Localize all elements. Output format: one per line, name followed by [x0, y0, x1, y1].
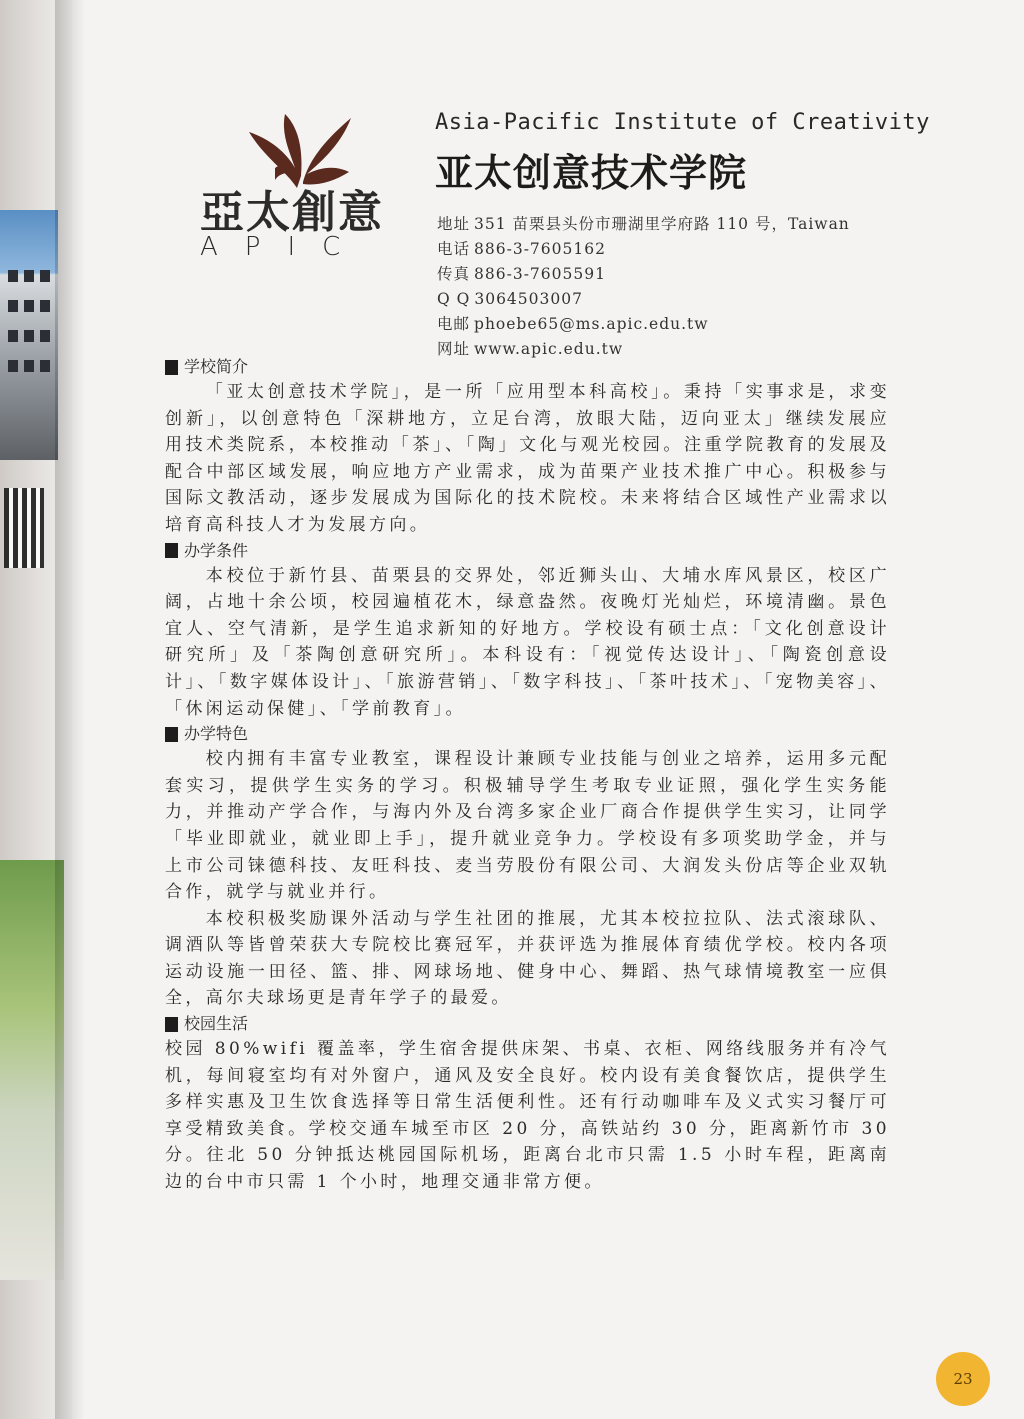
contact-label: 地址 — [437, 215, 471, 233]
section-paragraph: 校内拥有丰富专业教室，课程设计兼顾专业技能与创业之培养，运用多元配套实习，提供学生实务的学习。积极辅导学生考取专业证照，强化学生实务能力，并推动产学合作，与海内外及台湾多家企业厂商合作提供学生实习，让同学「毕业即就业，就业即上手」，提升就业竞争力。学校设有多项奖助学金，并与上市公司铼德科技、友旺科技、麦当劳股份有限公司、大润发头份店等企业双轨合作，就学与就业并行。 — [165, 749, 890, 903]
institute-name-english: Asia-Pacific Institute of Creativity — [435, 110, 930, 135]
qr-code-fragment — [4, 488, 44, 568]
section-heading — [165, 355, 890, 379]
logo-english-text: APIC — [200, 232, 368, 262]
contact-phone — [437, 237, 850, 262]
section-heading — [165, 722, 890, 746]
section-title: 办学特色 — [184, 724, 249, 744]
building-photo-fragment — [0, 210, 58, 460]
section-paragraph: 「亚太创意技术学院」，是一所「应用型本科高校」。秉持「实事求是，求变创新」，以创意特色「深耕地方，立足台湾，放眼大陆，迈向亚太」继续发展应用技术类院系，本校推动「茶」、「陶」文化与观光校园。注重学院教育的发展及配合中部区域发展，响应地方产业需求，成为苗栗产业技术推广中心。积极参与国际文教活动，逐步发展成为国际化的技术院校。未来将结合区域性产业需求以培育高科技人才为发展方向。 — [165, 382, 890, 535]
logo-chinese-text: 亞太創意 — [200, 187, 384, 238]
butterfly-logo-icon — [245, 110, 355, 190]
contact-value: 886-3-7605162 — [474, 240, 606, 258]
section-paragraph: 本校积极奖励课外活动与学生社团的推展，尤其本校拉拉队、法式滚球队、调酒队等皆曾荣获大专院校比赛冠军，并获评选为推展体育绩优学校。校内各项运动设施一田径、篮、排、网球场地、健身中心、舞蹈、热气球情境教室一应俱全，高尔夫球场更是青年学子的最爱。 — [165, 908, 890, 1009]
section-title: 校园生活 — [184, 1014, 249, 1034]
section-paragraph: 校园 80%wifi 覆盖率，学生宿舍提供床架、书桌、衣柜、网络线服务并有冷气机，每间寝室均有对外窗户，通风及安全良好。校内设有美食餐饮店，提供学生多样实惠及卫生饮食选择等日常生活便利性。还有行动咖啡车及义式实习餐厅可享受精致美食。学校交通车城至市区 20 分，高铁站约 30 分，距离新竹市 30 分。往北 50 分钟抵达桃园国际机场，距离台北市只需 1.5 小时车程，距离南边的台中市只需 1 个小时，地理交通非常方便。 — [165, 1039, 890, 1193]
section-title: 办学条件 — [184, 540, 249, 560]
square-bullet-icon — [165, 360, 178, 375]
contact-value: 3064503007 — [474, 290, 583, 308]
contact-label: 电话 — [437, 240, 471, 258]
page-number-badge: 23 — [936, 1352, 990, 1406]
section-heading — [165, 1012, 890, 1036]
page-spine-shadow — [55, 0, 85, 1419]
contact-qq — [437, 287, 850, 312]
contact-fax — [437, 262, 850, 287]
section-heading — [165, 539, 890, 563]
contact-label: 电邮 — [437, 315, 471, 333]
article-body — [165, 355, 890, 1196]
square-bullet-icon — [165, 1017, 178, 1032]
contact-value: phoebe65@ms.apic.edu.tw — [474, 315, 709, 333]
contact-label: Q Q — [437, 290, 471, 308]
contact-email — [437, 312, 850, 337]
contact-address — [437, 212, 850, 237]
contact-label: 网址 — [437, 340, 471, 358]
square-bullet-icon — [165, 727, 178, 742]
contact-value: 351 苗栗县头份市珊湖里学府路 110 号，Taiwan — [474, 215, 850, 233]
section-title: 学校简介 — [184, 357, 249, 376]
contact-value: 886-3-7605591 — [474, 265, 606, 283]
institute-name-chinese: 亚太创意技术学院 — [435, 151, 748, 195]
contact-value: www.apic.edu.tw — [474, 340, 624, 358]
contact-info — [437, 212, 850, 362]
section-paragraph: 本校位于新竹县、苗栗县的交界处，邻近狮头山、大埔水库风景区，校区广阔，占地十余公顷，校园遍植花木，绿意盎然。夜晚灯光灿烂，环境清幽。景色宜人、空气清新，是学生追求新知的好地方。学校设有硕士点：「文化创意设计研究所」及「茶陶创意研究所」。本科设有：「视觉传达设计」、「陶瓷创意设计」、「数字媒体设计」、「旅游营销」、「数字科技」、「茶叶技术」、「宠物美容」、「休闲运动保健」、「学前教育」。 — [165, 565, 890, 719]
square-bullet-icon — [165, 543, 178, 558]
contact-label: 传真 — [437, 265, 471, 283]
